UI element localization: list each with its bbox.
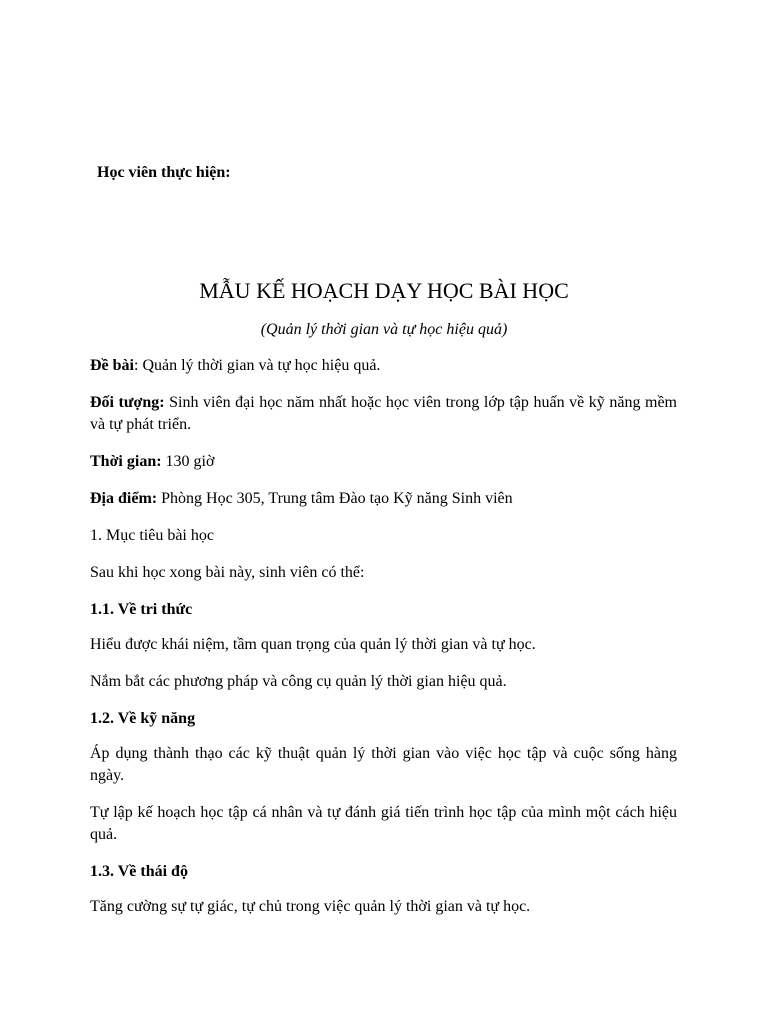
attitude-item: Tăng cường sự tự giác, tự chủ trong việc quản lý thời gian và tự học.	[90, 898, 531, 915]
duration-paragraph	[90, 451, 677, 473]
attitude-heading: 1.3. Về thái độ	[90, 863, 188, 880]
topic-paragraph	[90, 355, 677, 377]
skills-item: Áp dụng thành thạo các kỹ thuật quản lý thời gian vào việc học tập và cuộc sống hàng ngày.	[90, 745, 677, 784]
audience-value: Sinh viên đại học năm nhất hoặc học viên trong lớp tập huấn về kỹ năng mềm và tự phát triển.	[90, 394, 678, 433]
duration-value: 130 giờ	[161, 453, 215, 470]
knowledge-item: Hiểu được khái niệm, tầm quan trọng của quản lý thời gian và tự học.	[90, 636, 536, 653]
location-label: Địa điểm:	[90, 490, 158, 507]
topic-value: : Quản lý thời gian và tự học hiệu quả.	[134, 357, 381, 374]
audience-label: Đối tượng:	[90, 394, 165, 411]
topic-label: Đề bài	[90, 357, 134, 374]
knowledge-heading: 1.1. Về tri thức	[90, 601, 193, 618]
duration-label: Thời gian:	[90, 453, 162, 470]
location-paragraph	[90, 488, 677, 510]
document-body	[90, 355, 677, 933]
section-title: 1. Mục tiêu bài học	[90, 527, 214, 544]
document-subtitle: (Quản lý thời gian và tự học hiệu quả)	[260, 321, 508, 338]
section-intro: Sau khi học xong bài này, sinh viên có thể:	[90, 564, 365, 581]
document-title: MẪU KẾ HOẠCH DẠY HỌC BÀI HỌC	[199, 278, 569, 303]
knowledge-item: Nắm bắt các phương pháp và công cụ quản lý thời gian hiệu quả.	[90, 673, 507, 690]
skills-item: Tự lập kế hoạch học tập cá nhân và tự đánh giá tiến trình học tập của mình một cách hiệu quả.	[90, 804, 677, 843]
performer-label: Học viên thực hiện:	[97, 164, 231, 181]
location-value: Phòng Học 305, Trung tâm Đào tạo Kỹ năng Sinh viên	[157, 490, 513, 507]
audience-paragraph	[90, 392, 677, 436]
skills-heading: 1.2. Về kỹ năng	[90, 710, 196, 727]
